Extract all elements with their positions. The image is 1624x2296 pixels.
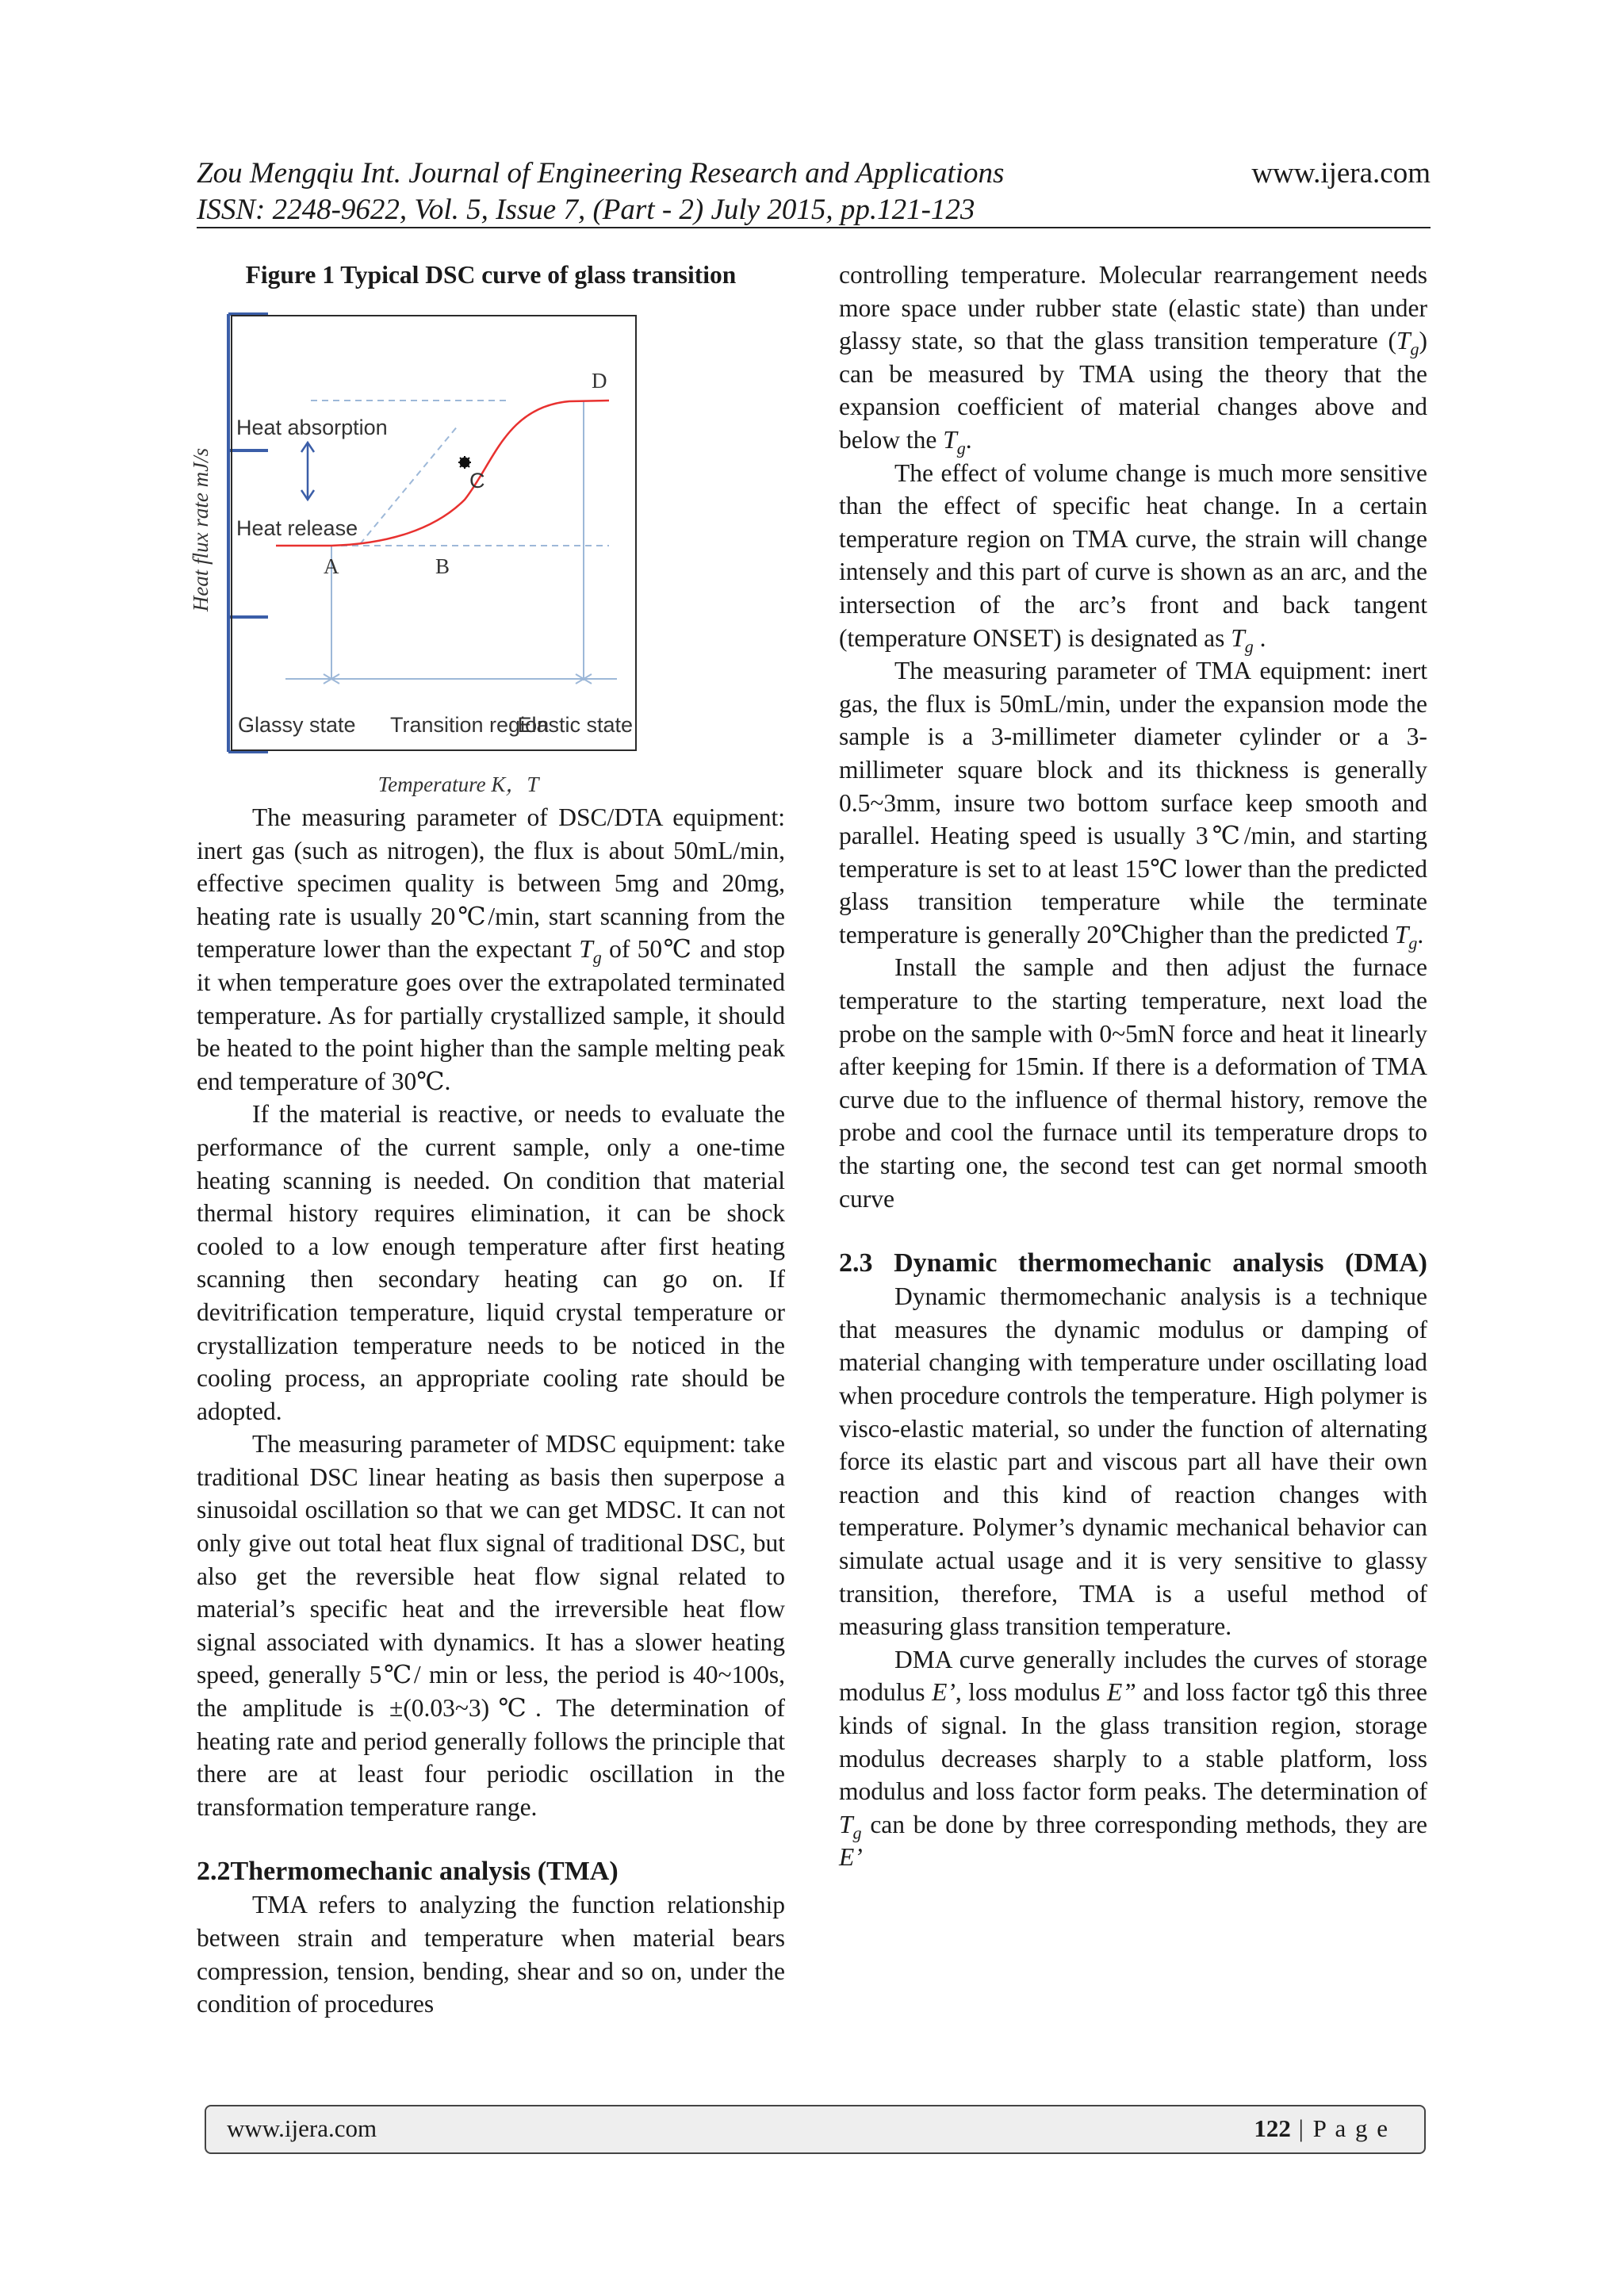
label-glassy-state: Glassy state [238, 713, 356, 737]
journal-title: Zou Mengqiu Int. Journal of Engineering Research and Applications [197, 157, 1005, 190]
page-number: 122 | P a g e [1254, 2114, 1389, 2142]
section-heading-tma: 2.2Thermomechanic analysis (TMA) [197, 1857, 619, 1887]
label-point-d: D [592, 369, 607, 393]
label-transition-region: Transition region [390, 713, 550, 737]
label-point-b: B [435, 554, 450, 578]
paragraph-dma-curve: DMA curve generally includes the curves of storage modulus E’, loss modulus E” and loss factor tgδ this three kinds of signal. In the glass transition region, storage modulus decreases sharply to a stable platform, loss modulus and loss factor form peaks. The determination of $T_g$ can be done by three corresponding methods, they are E’ [839, 1645, 1427, 1872]
running-header [197, 155, 1431, 228]
paragraph-reactive-material: If the material is reactive, or needs to evaluate the performance of the current sample, only a one-time heating scanning is needed. On condition that material thermal history requires elimination, it can be shock cooled to a low enough temperature after first heating scanning then secondary heating can go on. If devitrification temperature, liquid crystal temperature or crystallization temperature needs to be noticed in the cooling process, an appropriate cooling rate should be adopted. [197, 1100, 785, 1425]
dsc-figure [189, 300, 785, 807]
label-heat-absorption: Heat absorption [236, 416, 388, 439]
vertical-guides [331, 401, 584, 680]
label-point-a: A [324, 554, 339, 578]
issn-line: ISSN: 2248-9622, Vol. 5, Issue 7, (Part - 2) July 2015, pp.121-123 [197, 194, 975, 226]
paragraph-tma-intro: TMA refers to analyzing the function relationship between strain and temperature when material bears compression, tension, bending, shear and so on, under the condition of procedures [197, 1891, 785, 2018]
paragraph-dsc-parameters: The measuring parameter of DSC/DTA equipment: inert gas (such as nitrogen), the flux is about 50mL/min, effective specimen quality is between 5mg and 20mg, heating rate is usually 20℃/min, start scanning from the temperature lower than the expectant $T_g$ of 50℃ and stop it when temperature goes over the extrapolated terminated temperature. As for partially crystallized sample, it should be heated to the point higher than the sample melting peak end temperature of 30℃. [197, 803, 785, 1095]
footer-url[interactable]: www.ijera.com [227, 2114, 377, 2142]
figure-xlabel: Temperature K，T [377, 772, 539, 796]
paragraph-tma-theory: controlling temperature. Molecular rearrangement needs more space under rubber state (elastic state) than under glassy state, so that the glass transition temperature $(T_g)$ can be measured by TMA using the theory that the expansion coefficient of material changes above and below the $T_g$. [839, 261, 1427, 458]
paragraph-tma-parameters: The measuring parameter of TMA equipment: inert gas, the flux is 50mL/min, under the expansion mode the sample is a 3-millimeter diameter cylinder or a 3-millimeter square block and its thickness is generally 0.5~3mm, insure two bottom surface keep smooth and parallel. Heating speed is usually 3℃/min, and starting temperature is set to at least 15℃ lower than the predicted glass transition temperature while the terminate temperature is generally 20℃higher than the predicted $T_g$. [839, 657, 1427, 953]
paragraph-dma-intro: Dynamic thermomechanic analysis is a technique that measures the dynamic modulus or damping of material changing with temperature under oscillating load when procedure controls the temperature. High polymer is visco-elastic material, so under the function of alternating force its elastic part and viscous part all have their own reaction and this kind of reaction changes with temperature. Polymer’s dynamic mechanical behavior can simulate actual usage and it is very sensitive to glassy transition, therefore, TMA is a useful method of measuring glass transition temperature. [839, 1282, 1427, 1641]
label-heat-release: Heat release [236, 516, 358, 540]
section-heading-dma: 2.3 Dynamic thermomechanic analysis (DMA) [839, 1248, 1427, 1278]
label-point-c: C [469, 469, 485, 493]
header-divider [197, 227, 1431, 228]
left-column [189, 259, 785, 2021]
figure-title: Figure 1 Typical DSC curve of glass transition [245, 261, 737, 289]
label-elastic-state: Elastic state [517, 713, 633, 737]
heat-arrow [301, 443, 314, 500]
journal-url[interactable]: www.ijera.com [1251, 157, 1431, 190]
page-footer [205, 2105, 1426, 2154]
paragraph-mdsc-parameters: The measuring parameter of MDSC equipment: take traditional DSC linear heating as basis then superpose a sinusoidal oscillation so that we can get MDSC. It can not only give out total heat flux signal of traditional DSC, but also get the reversible heat flow signal related to material’s specific heat and the irreversible heat flow signal associated with dynamics. It has a slower heating speed, generally 5℃/ min or less, the period is 40~100s, the amplitude is ±(0.03~3)℃. The determination of heating rate and period generally follows the principle that there are at least four periodic oscillation in the transformation temperature range. [197, 1430, 785, 1821]
paragraph-volume-change: The effect of volume change is much more sensitive than the effect of specific heat change. In a certain temperature region on TMA curve, the strain will change intensely and this part of curve is shown as an arc, and the intersection of the arc’s front and back tangent (temperature ONSET) is designated as $T_g$ . [839, 458, 1427, 656]
point-c-marker [458, 456, 471, 469]
figure-ylabel: Heat flux rate mJ/s [189, 447, 213, 612]
paragraph-install-sample: Install the sample and then adjust the furnace temperature to the starting temperature, next load the probe on the sample with 0~5mN force and heat it linearly after keeping for 15min. If there is a deformation of TMA curve due to the influence of thermal history, remove the probe and cool the furnace until its temperature drops to the starting one, the second test can get normal smooth curve [839, 953, 1427, 1213]
right-column [839, 259, 1427, 1874]
journal-line [197, 155, 1431, 192]
region-arrows [285, 674, 617, 684]
